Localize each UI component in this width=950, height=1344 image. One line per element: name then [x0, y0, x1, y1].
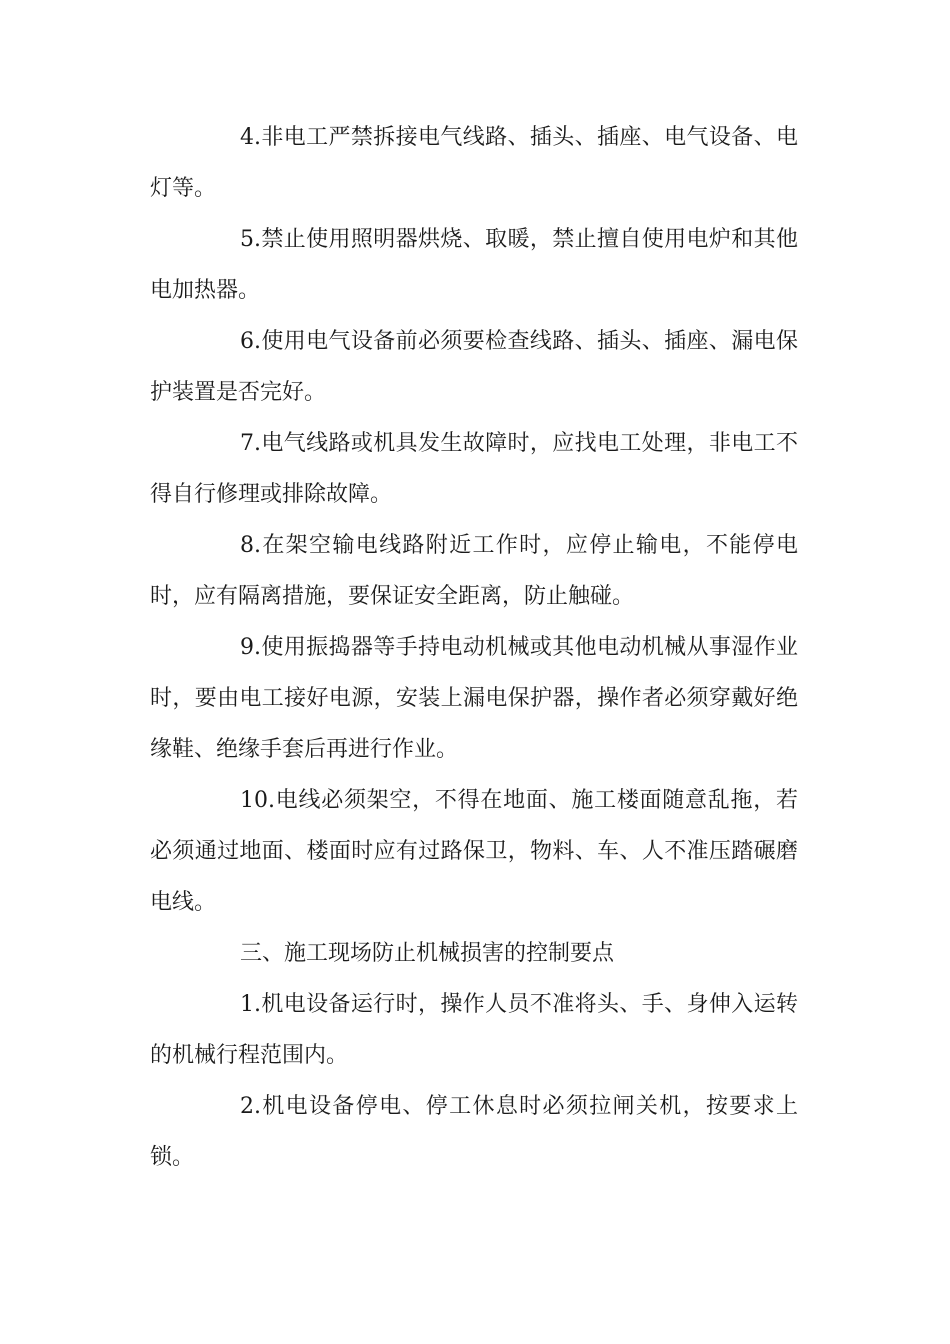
paragraph-item-2: 2.机电设备停电、停工休息时必须拉闸关机，按要求上锁。 — [150, 1094, 798, 1170]
paragraph-item-4: 4.非电工严禁拆接电气线路、插头、插座、电气设备、电灯等。 — [150, 125, 798, 201]
paragraph-item-10: 10.电线必须架空，不得在地面、施工楼面随意乱拖，若必须通过地面、楼面时应有过路保卫，物料、车、人不准压踏碾磨电线。 — [150, 788, 798, 915]
paragraph-item-5: 5.禁止使用照明器烘烧、取暖，禁止擅自使用电炉和其他电加热器。 — [150, 227, 798, 303]
paragraph-item-1: 1.机电设备运行时，操作人员不准将头、手、身伸入运转的机械行程范围内。 — [150, 992, 798, 1068]
paragraph-item-6: 6.使用电气设备前必须要检查线路、插头、插座、漏电保护装置是否完好。 — [150, 329, 798, 405]
document-body — [150, 112, 798, 1183]
section-heading: 三、施工现场防止机械损害的控制要点 — [240, 941, 615, 966]
paragraph-item-9: 9.使用振捣器等手持电动机械或其他电动机械从事湿作业时，要由电工接好电源，安装上漏电保护器，操作者必须穿戴好绝缘鞋、绝缘手套后再进行作业。 — [150, 635, 798, 762]
paragraph-item-8: 8.在架空输电线路附近工作时，应停止输电，不能停电时，应有隔离措施，要保证安全距离，防止触碰。 — [150, 533, 798, 609]
paragraph-item-7: 7.电气线路或机具发生故障时，应找电工处理，非电工不得自行修理或排除故障。 — [150, 431, 798, 507]
